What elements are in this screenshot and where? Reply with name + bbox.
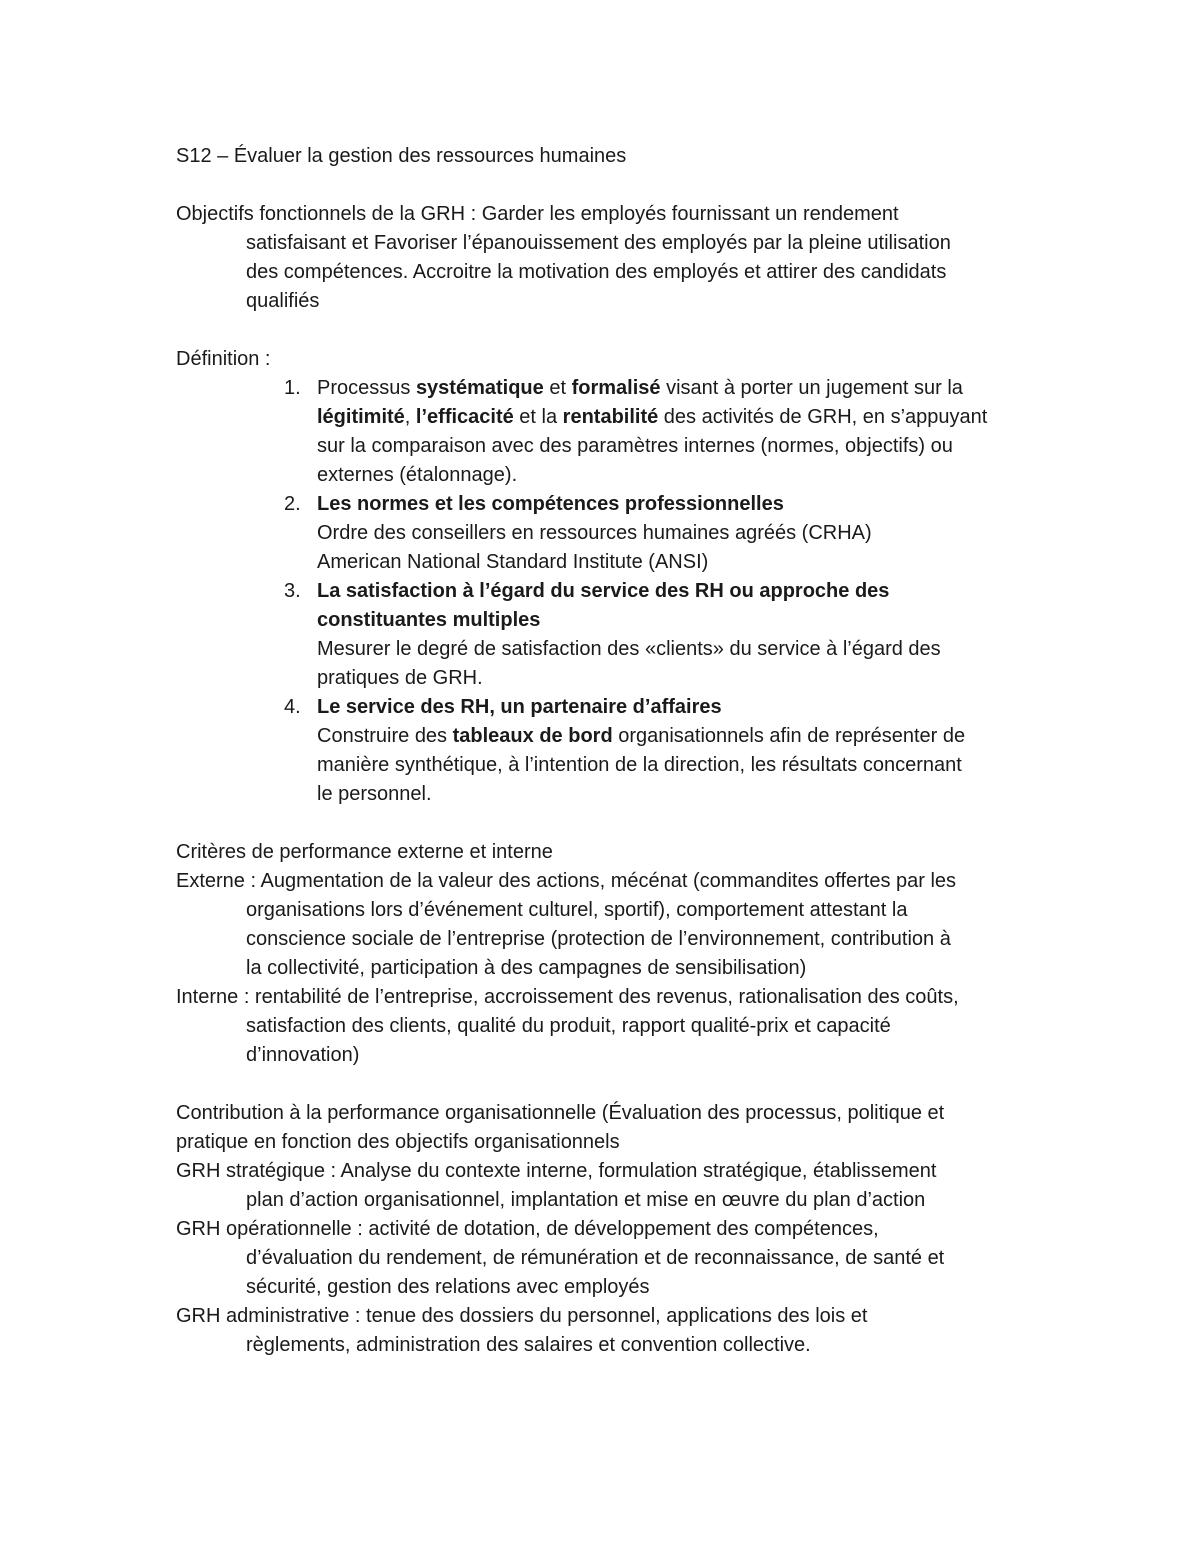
document-body: [176, 142, 1036, 1360]
list-heading: Les normes et les compétences professionnelles: [317, 493, 784, 515]
contribution-line: Contribution à la performance organisationnelle (Évaluation des processus, politique et: [176, 1102, 945, 1124]
grh-operationnelle-paragraph: [176, 1215, 1036, 1302]
list-line: le personnel.: [317, 783, 432, 805]
list-number: 4.: [284, 696, 301, 718]
externe-line: la collectivité, participation à des campagnes de sensibilisation): [246, 957, 807, 979]
list-line: Ordre des conseillers en ressources humaines agréés (CRHA): [317, 522, 872, 544]
objectifs-line: satisfaisant et Favoriser l’épanouissement des employés par la pleine utilisation: [246, 232, 951, 254]
grh-strategique-line: GRH stratégique : Analyse du contexte interne, formulation stratégique, établissement: [176, 1160, 937, 1182]
list-line: Mesurer le degré de satisfaction des «clients» du service à l’égard des: [317, 638, 941, 660]
grh-administrative-line: GRH administrative : tenue des dossiers du personnel, applications des lois et: [176, 1305, 868, 1327]
list-number: 2.: [284, 493, 301, 515]
definition-item-4: [176, 693, 1036, 809]
grh-strategique-paragraph: [176, 1157, 1036, 1215]
list-heading: constituantes multiples: [317, 609, 541, 631]
interne-line: Interne : rentabilité de l’entreprise, accroissement des revenus, rationalisation des coûts,: [176, 986, 959, 1008]
externe-paragraph: [176, 867, 1036, 983]
grh-strategique-line: plan d’action organisationnel, implantation et mise en œuvre du plan d’action: [246, 1189, 926, 1211]
interne-line: satisfaction des clients, qualité du produit, rapport qualité-prix et capacité: [246, 1015, 891, 1037]
spacer: [176, 1070, 1036, 1099]
definition-heading: Définition :: [176, 348, 271, 370]
externe-line: organisations lors d’événement culturel, sportif), comportement attestant la: [246, 899, 908, 921]
list-heading: Le service des RH, un partenaire d’affaires: [317, 696, 722, 718]
objectifs-line: Objectifs fonctionnels de la GRH : Garder les employés fournissant un rendement: [176, 203, 899, 225]
list-line: Construire des tableaux de bord organisationnels afin de représenter de: [317, 725, 966, 747]
objectifs-paragraph: [176, 200, 1036, 316]
document-title: S12 – Évaluer la gestion des ressources humaines: [176, 145, 627, 167]
grh-operationnelle-line: d’évaluation du rendement, de rémunération et de reconnaissance, de santé et: [246, 1247, 945, 1269]
list-line: légitimité, l’efficacité et la rentabilité des activités de GRH, en s’appuyant: [317, 406, 988, 428]
interne-paragraph: [176, 983, 1036, 1070]
grh-administrative-line: règlements, administration des salaires et convention collective.: [246, 1334, 811, 1356]
externe-line: conscience sociale de l’entreprise (protection de l’environnement, contribution à: [246, 928, 951, 950]
objectifs-line: qualifiés: [246, 290, 320, 312]
spacer: [176, 171, 1036, 200]
spacer: [176, 316, 1036, 345]
definition-item-2: [176, 490, 1036, 577]
list-line: pratiques de GRH.: [317, 667, 483, 689]
list-line: sur la comparaison avec des paramètres internes (normes, objectifs) ou: [317, 435, 953, 457]
list-heading: La satisfaction à l’égard du service des RH ou approche des: [317, 580, 890, 602]
list-line: American National Standard Institute (ANSI): [317, 551, 709, 573]
interne-line: d’innovation): [246, 1044, 360, 1066]
contribution-heading: [176, 1099, 1036, 1157]
criteres-heading: Critères de performance externe et interne: [176, 841, 553, 863]
list-line: Processus systématique et formalisé visant à porter un jugement sur la: [317, 377, 963, 399]
list-line: externes (étalonnage).: [317, 464, 518, 486]
list-number: 1.: [284, 377, 301, 399]
grh-administrative-paragraph: [176, 1302, 1036, 1360]
grh-operationnelle-line: sécurité, gestion des relations avec employés: [246, 1276, 650, 1298]
spacer: [176, 809, 1036, 838]
externe-line: Externe : Augmentation de la valeur des actions, mécénat (commandites offertes par les: [176, 870, 957, 892]
definition-item-1: [176, 374, 1036, 490]
grh-operationnelle-line: GRH opérationnelle : activité de dotation, de développement des compétences,: [176, 1218, 879, 1240]
definition-item-3: [176, 577, 1036, 693]
contribution-line: pratique en fonction des objectifs organisationnels: [176, 1131, 620, 1153]
list-line: manière synthétique, à l’intention de la direction, les résultats concernant: [317, 754, 962, 776]
objectifs-line: des compétences. Accroitre la motivation des employés et attirer des candidats: [246, 261, 947, 283]
list-number: 3.: [284, 580, 301, 602]
